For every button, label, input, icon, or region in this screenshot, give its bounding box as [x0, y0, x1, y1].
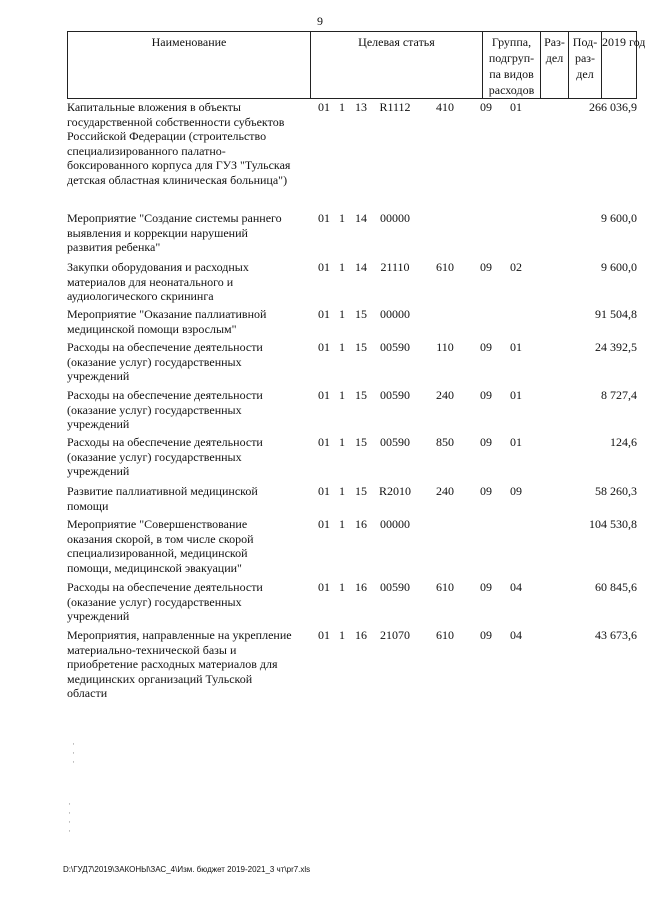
amount-2019: 58 260,3	[595, 484, 637, 498]
expense-group: 240	[436, 388, 454, 402]
header-section: Раз- дел	[540, 32, 568, 98]
target-part-4: 00590	[380, 388, 410, 402]
header-year-2019: 2019 год	[601, 32, 638, 98]
subsection: 01	[510, 435, 522, 449]
target-part-4: R1112	[379, 100, 411, 114]
expense-group: 110	[436, 340, 454, 354]
target-part-3: 15	[355, 388, 367, 402]
row-name: Расходы на обеспечение деятельности (оказание услуг) государственных учреждений	[67, 388, 263, 431]
target-part-1: 01	[318, 340, 330, 354]
header-expense-group: Группа, подгруп- па видов расходов	[482, 32, 540, 98]
expense-group: 610	[436, 580, 454, 594]
subsection: 02	[510, 260, 522, 274]
target-part-3: 15	[355, 435, 367, 449]
row-name: Мероприятия, направленные на укрепление материально-технической базы и приобретение расходных материалов для медицинских организаций Тульской области	[67, 628, 292, 700]
target-part-4: 00590	[380, 340, 410, 354]
target-part-4: 00590	[380, 580, 410, 594]
row-name: Закупки оборудования и расходных материалов для неонатального и аудиологического скрининга	[67, 260, 249, 303]
expense-group: 850	[436, 435, 454, 449]
file-path-footer: D:\ГУД7\2019\ЗАКОНЫ\ЗАС_4\Изм. бюджет 2019-2021_3 чт\pr7.xls	[63, 865, 311, 874]
amount-2019: 104 530,8	[589, 517, 637, 531]
target-part-3: 13	[355, 100, 367, 114]
section: 09	[480, 628, 492, 642]
amount-2019: 24 392,5	[595, 340, 637, 354]
expense-group: 410	[436, 100, 454, 114]
target-part-4: 21110	[380, 260, 410, 274]
target-part-2: 1	[339, 100, 345, 114]
target-part-2: 1	[339, 484, 345, 498]
section: 09	[480, 388, 492, 402]
target-part-2: 1	[339, 340, 345, 354]
amount-2019: 9 600,0	[601, 260, 637, 274]
target-part-1: 01	[318, 388, 330, 402]
target-part-3: 14	[355, 260, 367, 274]
target-part-3: 16	[355, 628, 367, 642]
target-part-2: 1	[339, 517, 345, 531]
target-part-1: 01	[318, 100, 330, 114]
target-part-2: 1	[339, 580, 345, 594]
subsection: 01	[510, 340, 522, 354]
section: 09	[480, 260, 492, 274]
target-part-1: 01	[318, 484, 330, 498]
row-name: Расходы на обеспечение деятельности (оказание услуг) государственных учреждений	[67, 435, 263, 478]
subsection: 04	[510, 580, 522, 594]
target-part-3: 14	[355, 211, 367, 225]
section: 09	[480, 340, 492, 354]
target-part-4: 21070	[380, 628, 410, 642]
amount-2019: 9 600,0	[601, 211, 637, 225]
section: 09	[480, 435, 492, 449]
row-name: Расходы на обеспечение деятельности (оказание услуг) государственных учреждений	[67, 340, 263, 383]
section: 09	[480, 580, 492, 594]
row-name: Мероприятие "Оказание паллиативной медицинской помощи взрослым"	[67, 307, 267, 336]
section: 09	[480, 484, 492, 498]
target-part-3: 16	[355, 580, 367, 594]
amount-2019: 266 036,9	[589, 100, 637, 114]
target-part-4: 00000	[380, 517, 410, 531]
subsection: 09	[510, 484, 522, 498]
subsection: 04	[510, 628, 522, 642]
target-part-3: 15	[355, 340, 367, 354]
target-part-1: 01	[318, 628, 330, 642]
target-part-2: 1	[339, 211, 345, 225]
header-target-article: Целевая статья	[310, 32, 482, 98]
target-part-4: 00590	[380, 435, 410, 449]
target-part-3: 16	[355, 517, 367, 531]
target-part-2: 1	[339, 388, 345, 402]
target-part-2: 1	[339, 628, 345, 642]
scan-artifact: · · · ·	[68, 799, 71, 836]
section: 09	[480, 100, 492, 114]
header-subsection: Под- раз- дел	[568, 32, 601, 98]
target-part-2: 1	[339, 307, 345, 321]
target-part-1: 01	[318, 211, 330, 225]
header-name: Наименование	[151, 35, 227, 49]
expense-group: 610	[436, 628, 454, 642]
target-part-4: 00000	[380, 307, 410, 321]
subsection: 01	[510, 100, 522, 114]
target-part-4: 00000	[380, 211, 410, 225]
target-part-2: 1	[339, 435, 345, 449]
target-part-1: 01	[318, 517, 330, 531]
row-name: Мероприятие "Создание системы раннего выявления и коррекции нарушений развития ребенка"	[67, 211, 282, 254]
target-part-2: 1	[339, 260, 345, 274]
scan-artifact: · · ·	[72, 739, 75, 767]
amount-2019: 43 673,6	[595, 628, 637, 642]
target-part-1: 01	[318, 307, 330, 321]
table-header	[67, 31, 645, 99]
target-part-3: 15	[355, 484, 367, 498]
page-number: 9	[317, 14, 323, 28]
target-part-1: 01	[318, 580, 330, 594]
expense-group: 240	[436, 484, 454, 498]
row-name: Расходы на обеспечение деятельности (оказание услуг) государственных учреждений	[67, 580, 263, 623]
target-part-1: 01	[318, 435, 330, 449]
row-name: Капитальные вложения в объекты государственной собственности субъектов Российской Федерации (строительство специализированного палатно- боксированного корпуса для ГУЗ "Тульская детская областная клиническая больница")	[67, 100, 291, 187]
amount-2019: 8 727,4	[601, 388, 637, 402]
subsection: 01	[510, 388, 522, 402]
row-name: Развитие паллиативной медицинской помощи	[67, 484, 258, 513]
row-name: Мероприятие "Совершенствование оказания скорой, в том числе скорой специализированной, медицинской помощи, медицинской эвакуации"	[67, 517, 254, 575]
expense-group: 610	[436, 260, 454, 274]
target-part-4: R2010	[378, 484, 411, 498]
amount-2019: 91 504,8	[595, 307, 637, 321]
amount-2019: 124,6	[610, 435, 637, 449]
target-part-3: 15	[355, 307, 367, 321]
amount-2019: 60 845,6	[595, 580, 637, 594]
target-part-1: 01	[318, 260, 330, 274]
